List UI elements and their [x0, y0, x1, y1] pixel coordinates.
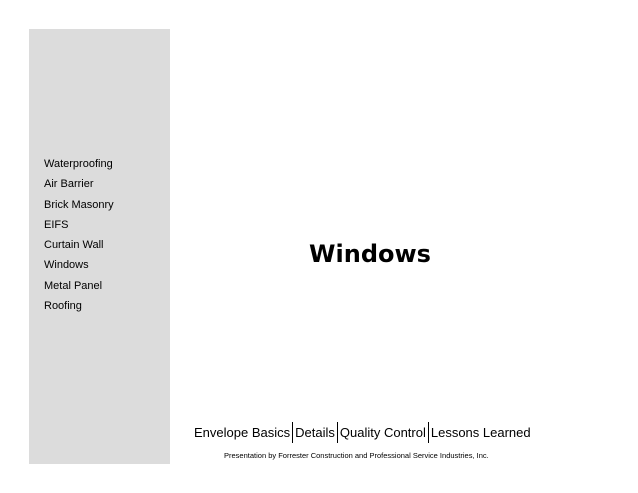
nav-envelope-basics[interactable]: Envelope Basics — [194, 424, 291, 440]
sidebar-item-roofing[interactable]: Roofing — [44, 300, 82, 313]
nav-lessons-learned[interactable]: Lessons Learned — [430, 424, 531, 440]
presentation-credit: Presentation by Forrester Construction and Professional Service Industries, Inc. — [224, 451, 489, 460]
footer-nav — [194, 421, 533, 443]
sidebar-topic-list — [44, 154, 114, 316]
sidebar-item-brick-masonry[interactable]: Brick Masonry — [44, 198, 114, 211]
nav-details[interactable]: Details — [295, 424, 335, 440]
sidebar-item-air-barrier[interactable]: Air Barrier — [44, 178, 94, 191]
sidebar-item-curtain-wall[interactable]: Curtain Wall — [44, 239, 104, 252]
nav-quality-control[interactable]: Quality Control — [339, 424, 426, 440]
page-title: Windows — [309, 240, 431, 268]
sidebar-item-metal-panel[interactable]: Metal Panel — [44, 279, 103, 292]
sidebar-item-waterproofing[interactable]: Waterproofing — [44, 158, 113, 170]
sidebar-item-eifs[interactable]: EIFS — [44, 218, 69, 231]
sidebar-item-windows[interactable]: Windows — [44, 259, 89, 272]
